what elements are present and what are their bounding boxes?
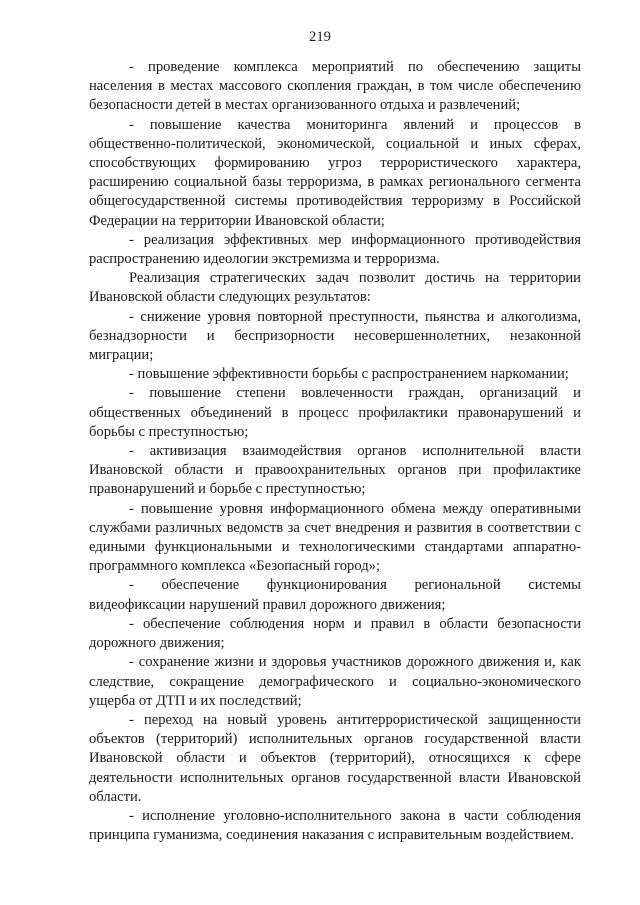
- paragraph-strategic-results-intro: Реализация стратегических задач позволит достичь на территории Ивановской области следующих результатов:: [89, 270, 581, 306]
- paragraph-authorities-cooperation: - активизация взаимодействия органов исполнительной власти Ивановской области и правоохранительных органов при профилактике правонарушений и борьбе с преступностью;: [89, 443, 581, 498]
- paragraph-video-fixation: - обеспечение функционирования региональной системы видеофиксации нарушений правил дорожного движения;: [89, 577, 581, 613]
- paragraph-citizen-involvement: - повышение степени вовлеченности граждан, организаций и общественных объединений в процесс профилактики правонарушений и борьбы с преступностью;: [89, 385, 581, 440]
- paragraph-road-safety-norms: - обеспечение соблюдения норм и правил в области безопасности дорожного движения;: [89, 615, 581, 652]
- body-text: [89, 58, 581, 845]
- paragraph-information-countermeasures: - реализация эффективных мер информационного противодействия распространению идеологии экстремизма и терроризма.: [89, 231, 581, 268]
- paragraph-road-traffic-lives: - сохранение жизни и здоровья участников дорожного движения и, как следствие, сокращение демографического и социально-экономического ущерба от ДТП и их последствий;: [89, 654, 581, 709]
- paragraph-safe-city-exchange: - повышение уровня информационного обмена между оперативными службами различных ведомств за счет внедрения и развития в соответствии с едиными функциональными и технологическими стандартами аппаратно-программного комплекса «Безопасный город»;: [89, 500, 581, 575]
- paragraph-drug-addiction: - повышение эффективности борьбы с распространением наркомании;: [129, 366, 569, 383]
- paragraph-antiterror-protection: - переход на новый уровень антитеррористической защищенности объектов (территорий) исполнительных органов государственной власти Ивановской области и объектов (территорий), относящихся к сфере деятельности исполнительных органов государственной власти Ивановской области.: [89, 711, 581, 805]
- paragraph-penal-law: - исполнение уголовно-исполнительного закона в части соблюдения принципа гуманизма, соединения наказания с исправительным воздействием.: [89, 807, 581, 844]
- paragraph-crime-reduction: - снижение уровня повторной преступности, пьянства и алкоголизма, безнадзорности и беспризорности несовершеннолетних, незаконной миграции;: [89, 308, 581, 364]
- paragraph-protection-of-population: - проведение комплекса мероприятий по обеспечению защиты населения в местах массового скопления граждан, в том числе обеспечению безопасности детей в местах организованного отдыха и развлечений;: [89, 59, 581, 114]
- paragraph-monitoring-quality: - повышение качества мониторинга явлений и процессов в общественно-политической, экономической, социальной и иных сферах, способствующих формированию угроз террористического характера, расширению социальной базы терроризма, в рамках регионального сегмента общегосударственной системы противодействия терроризму в Российской Федерации на территории Ивановской области;: [89, 116, 581, 229]
- page-number: 219: [309, 29, 331, 45]
